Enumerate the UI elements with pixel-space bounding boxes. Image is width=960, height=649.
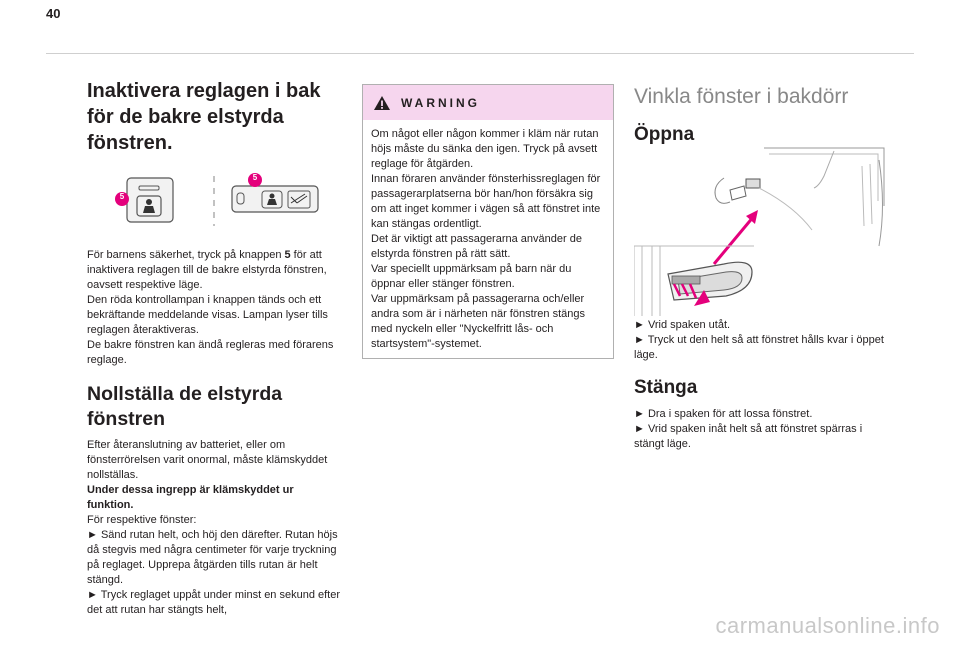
paragraph-child-lock <box>87 248 341 368</box>
rear-window-latch-drawing <box>634 146 888 316</box>
rear-window-latch-illustration <box>634 146 888 316</box>
right-column <box>634 84 888 452</box>
badge-left-5: 5 <box>119 192 125 201</box>
paragraph-child-lock-button-number: 5 <box>284 249 291 261</box>
header-rule <box>46 53 914 54</box>
child-lock-buttons-illustration <box>87 166 341 236</box>
left-column <box>87 78 341 618</box>
paragraph-child-lock-text: För barnens säkerhet, tryck på knappen <box>87 249 285 261</box>
warning-header <box>363 85 613 120</box>
warning-box <box>362 84 614 359</box>
badge-right-5: 5 <box>252 173 258 182</box>
paragraph-reset-steps: För respektive fönster: ► Sänd rutan helt, och höj den därefter. Rutan höjs då stegvis med några centimeter för varje tryckning på reglaget. Upprepa åtgärden tills rutan är helt stängd. ► Tryck reglaget uppåt under minst en sekund efter det att rutan har stängts helt, <box>87 514 341 616</box>
page-number: 40 <box>46 6 61 21</box>
open-steps: ► Vrid spaken utåt. ► Tryck ut den helt så att fönstret hålls kvar i öppet läge. <box>634 319 884 361</box>
watermark: carmanualsonline.info <box>715 613 940 638</box>
child-lock-buttons-drawing <box>87 166 341 236</box>
heading-close: Stänga <box>634 377 698 398</box>
warning-triangle-icon <box>373 95 391 111</box>
heading-reset-windows: Nollställa de elstyrda fönstren <box>87 383 283 430</box>
close-steps: ► Dra i spaken för att lossa fönstret. ► Vrid spaken inåt helt så att fönstret spärras i stängt läge. <box>634 408 863 450</box>
heading-open: Öppna <box>634 124 695 145</box>
paragraph-reset: Efter återanslutning av batteriet, eller om fönsterrörelsen varit onormal, måste klämskyddet nollställas. <box>87 439 328 481</box>
warning-title: WARNING <box>401 95 480 110</box>
heading-tilt-rear-window: Vinkla fönster i bakdörr <box>634 85 849 108</box>
warning-body: Om något eller någon kommer i kläm när rutan höjs måste du sänka den igen. Tryck på avsett reglage för åtgärden. Innan föraren använder fönsterhissreglagen för passagerarplatserna bör han/hon försäkra sig om att inget kommer i vägen så att fönstret inte kan stängas ordentligt. Det är viktigt att passagerarna använder de elstyrda fönstren på rätt sätt. Var speciellt uppmärksam på barn när du öppnar eller stänger fönstren. Var uppmärksam på passagerarna och/eller andra som är i närheten när fönstren stängs med nyckeln eller "Nyckelfritt lås- och startsystem"-systemet. <box>371 128 601 350</box>
paragraph-reset-warning: Under dessa ingrepp är klämskyddet ur funktion. <box>87 484 294 511</box>
paragraph-child-lock-rest: för att inaktivera reglagen till de bakre elstyrda fönstren, oavsett respektive läge. Den röda kontrollampan i knappen tänds och ett bekräftande meddelande visas. Lampan lyser tills reglagen återaktiveras. De bakre fönstren kan ändå regleras med förarens reglage. <box>87 249 334 366</box>
heading-disable-rear-controls: Inaktivera reglagen i bak för de bakre elstyrda fönstren. <box>87 80 321 154</box>
